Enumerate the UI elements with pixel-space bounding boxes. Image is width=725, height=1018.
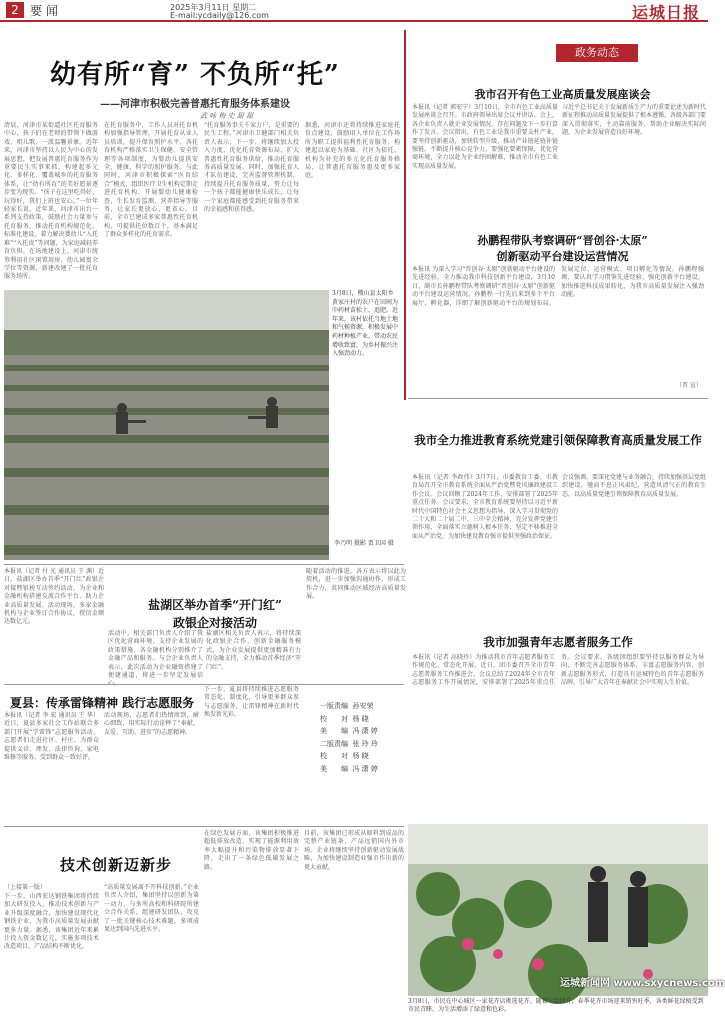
gov-news-tag: 政务动态 bbox=[556, 44, 638, 62]
main-article-title: 幼有所“育” 不负所“托” bbox=[50, 60, 340, 90]
tech-body2: “高质量发展离不开科技创新。”企业负责人介绍，集团坚持以创新为第一动力，与多所高校和科研院所建立合作关系，组建研发团队，攻克了一批关键核心技术难题，多项成果达到国内先进水平。 bbox=[104, 884, 199, 934]
page-header bbox=[0, 0, 708, 22]
kaimenhong-title2: 政银企对接活动 bbox=[172, 616, 257, 630]
xiaxian-body3: 下一步，夏县将持续推进志愿服务常态化、制度化，引导更多群众参与志愿服务，让雷锋精神在新时代焕发新光彩。 bbox=[204, 686, 299, 719]
sidebar-article2-subtitle: 创新驱动平台建设运营情况 bbox=[496, 250, 629, 263]
tech-body4: 目前，该集团已形成从原料到成品的完整产业链条，产品远销国内外市场。企业将继续坚持创新驱动发展战略，为加快建设制造业强市作出新的更大贡献。 bbox=[304, 830, 404, 871]
editor-row: 二版责编 张 玲 玲 bbox=[320, 739, 378, 748]
flower-shop-image bbox=[408, 824, 725, 996]
xiaxian-body2: 活动现场，志愿者们热情周到，耐心细致，用实际行动诠释了“奉献、友爱、互助、进步”的志愿精神。 bbox=[104, 712, 199, 736]
contact-email: E-mail:ycdaily@126.com bbox=[170, 11, 269, 20]
sidebar-article2-title: 孙鹏程带队考察调研“晋创谷·太原” bbox=[477, 234, 648, 247]
editor-row: 校 对 杨 晓 bbox=[320, 752, 369, 760]
main-article-subtitle: ——河津市积极完善普惠托育服务体系建设 bbox=[100, 99, 290, 110]
volunteer-article-title: 我市加强青年志愿者服务工作 bbox=[483, 635, 633, 649]
section-label: 要 闻 bbox=[30, 4, 58, 18]
editor-row: 美 编 冯 潇 婷 bbox=[320, 764, 378, 773]
main-article-byline: 武 咏 梅 史 甜 甜 bbox=[200, 112, 254, 120]
xiaxian-body1: 本报讯（记者 李 宏 通讯员 王 华）近日，夏县多家社会工作站联合多部门开展“学雷锋”志愿服务活动，志愿者们走进社区、村庄，为群众提供义诊、理发、法律咨询、家电维修等服务，受到群众一致好评。 bbox=[4, 712, 99, 762]
farm-field-image bbox=[4, 290, 329, 560]
farm-photo-caption: 3月8日，稷山县太阳乡黄家庄村的农户在田间为中药材苗松土、追肥。近年来，该村依托当地土地和气候资源，积极发展中药材种植产业，带动农民增收致富，为乡村振兴注入强劲动力。 bbox=[332, 290, 399, 358]
farm-photo bbox=[4, 290, 329, 560]
divider bbox=[4, 826, 404, 827]
sidebar-article2-body: 本报讯 为深入学习“晋创谷·太原”创新驱动平台建设的先进经验，全力推动我市科技创新平台建设，3月10日，副市长孙鹏程带队考察调研“晋创谷·太原”创新驱动平台建设运营情况。孙鹏程一行先后来到多个平台展厅、孵化器，详细了解创新驱动平台的规划布局、发展定位、运营模式、项目孵化等情况。孙鹏程强调，要认真学习借鉴先进经验，强化创新平台建设，加快推进科技成果转化，为我市高质量发展注入强劲动能。 bbox=[412, 266, 704, 307]
main-article-col1: 清晨，河津市某街道社区托育服务中心，孩子们在老师的带领下做游戏、唱儿歌，一派温馨景象。近年来，河津市坚持以人民为中心的发展思想，把发展普惠托育服务作为重要民生实事来抓，构建起多元化、多样化、覆盖城乡的托育服务体系，让“幼有所育”的美好愿景逐步变为现实。“孩子在这里吃得好、玩得好，我们上班也安心。”一位年轻家长说。近年来，河津市出台一系列支持政策，鼓励社会力量参与托育服务，推动托育机构规范化、标准化建设，着力解决婴幼儿“入托难”“入托贵”等问题，为家庭减轻养育负担。在场地建设上，河津市统筹利用社区闲置用房、幼儿园富余学位等资源，新建改建了一批托育服务场所。 bbox=[4, 122, 98, 281]
kaimenhong-body3: 盐湖区相关负责人表示，将持续深化政银企合作，创新金融服务模式，为企业发展提供更加精准有力的金融支持，全力推动首季经济“开门红”。 bbox=[206, 630, 301, 671]
farm-photo-credit: 李乃明 摄影 贾卫国 摄 bbox=[334, 540, 394, 547]
xiaxian-title: 夏县：传承雷锋精神 践行志愿服务 bbox=[10, 696, 195, 710]
sidebar-article1-body: 本报讯（记者 郭宏宁）3月10日，全市有色工业高质量发展座谈会召开。市政府领导出席会议并讲话。会上，各企业负责人就企业发展情况、存在问题及下一步打算作了发言。会议指出，有色工业是我市重要支柱产业，要坚持创新驱动，加快转型升级，推动产业链延链补链强链，不断提升核心竞争力。要强化要素保障，优化营商环境，全力以赴为企业纾困解难，推动全市有色工业实现高质量发展。 bbox=[412, 104, 558, 170]
kaimenhong-body1: 本报讯（记者 付 光 通讯员 王 渊）近日，盐湖区举办首季“开门红”政银企对接暨银税互动签约活动，为企业和金融机构搭建交流合作平台，助力企业高质量发展。活动现场，多家金融机构与企业签订合作协议，授信金额达数亿元。 bbox=[4, 568, 104, 626]
flower-shop-photo bbox=[408, 824, 725, 996]
education-article-body2: 会议强调，要深化党建与业务融合，持续加强基层党组织建设，驰而不息正风肃纪，营造风清气正的教育生态，以高质量党建引领保障教育高质量发展。 bbox=[562, 474, 707, 498]
editor-row: 一版责编 孙安荣 bbox=[320, 702, 374, 710]
sidebar-article1-body2: 习近平总书记关于发展新质生产力的重要论述为新时代新征程推动高质量发展提供了根本遵循。各级各部门要深入贯彻落实，主动靠前服务，帮助企业解决实际问题，为企业发展营造良好环境。 bbox=[562, 104, 707, 137]
education-article-body: 本报讯（记者 李政伟）3月7日，市委教育工委、市教育局召开全市教育系统全面从严治党暨党风廉政建设工作会议。会议回顾了2024年工作，安排部署了2025年重点任务。会议要求，全市教育系统要坚持以习近平新时代中国特色社会主义思想为指导，深入学习贯彻党的二十大和二十届二中、三中全会精神，充分发挥党建引领作用，全面落实立德树人根本任务，坚定不移推进全面从严治党，为加快建设教育强市提供坚强政治保证。 bbox=[412, 474, 558, 540]
tech-body1: 下一步，山西宏达钢铁集团将持续加大研发投入，推动技术创新与产业升级深度融合，加快建设现代化钢铁企业，为我市高质量发展贡献更多力量。据悉，该集团近年来累计投入资金数亿元，实施多项技术改造项目，产品结构不断优化。 bbox=[4, 893, 99, 951]
kaimenhong-title: 盐湖区举办首季“开门红” bbox=[148, 598, 282, 612]
editor-row: 美 编 冯 潇 婷 bbox=[320, 727, 378, 735]
flower-shop-caption: 3月8日，市民在中心城区一家花卉店挑选花卉。随着气温回升，春季花卉市场迎来销售旺季，各类鲜花绿植受到市民青睐，为生活增添了绿意和色彩。 bbox=[408, 998, 704, 1013]
main-article-col4: 据悉，河津市还将持续推进家庭托育点建设，鼓励用人单位在工作场所为职工提供福利性托育服务，构建起以家庭为基础、社区为依托、机构为补充的多元化托育服务格局，让普惠托育服务惠及更多家庭。 bbox=[305, 122, 400, 180]
issue-date: 2025年3月11日 星期二 bbox=[170, 3, 257, 12]
tech-lead: （上接第一版） bbox=[4, 884, 47, 891]
volunteer-article-body: 本报讯（记者 高晓玲）为推动我市青年志愿者服务工作规范化、常态化开展，近日，团市委召开全市青年志愿者服务工作推进会。会议总结了2024年全市青年志愿服务工作开展情况，安排部署了2025年重点任务。会议要求，各级团组织要坚持以服务群众为导向，不断完善志愿服务体系，丰富志愿服务内容，创新志愿服务形式，打造具有运城特色的青年志愿服务品牌，引导广大青年在奉献社会中实现人生价值。 bbox=[412, 654, 704, 687]
kaimenhong-body2: 活动中，相关部门负责人介绍了我区优化营商环境、支持企业发展的政策措施，各金融机构分别推介了金融产品和服务。与会企业负责人表示，此次活动为企业融资搭建了便捷通道，将进一步坚定发展信 bbox=[108, 630, 203, 680]
divider bbox=[4, 564, 404, 565]
divider bbox=[408, 398, 708, 399]
divider bbox=[4, 684, 404, 685]
editor-row: 校 对 杨 晓 bbox=[320, 714, 369, 723]
sidebar-article2-source: （晋 宣） bbox=[676, 382, 702, 389]
editor-table bbox=[320, 700, 405, 780]
main-article-col3: “托育服务事关千家万户，是重要的民生工程。”河津市卫健部门相关负责人表示，下一步，将继续加大投入力度，优化托育资源布局，扩大普惠性托育服务供给，推动托育服务高质量发展。同时，加强托育人才队伍建设，完善监督管理机制，持续提升托育服务质量，努力让每一个孩子都能健康快乐成长，让每一个家庭都能感受到托育服务带来的幸福感和获得感。 bbox=[204, 122, 299, 214]
tech-body3: 在绿色发展方面，该集团积极推进超低排放改造，实现了能源利用效率大幅提升和污染物排放显著下降，走出了一条绿色低碳发展之路。 bbox=[204, 830, 299, 871]
kaimenhong-body4: 随着活动的推进，各方表示将以此为契机，进一步加强沟通协作，形成工作合力，共同推动区域经济高质量发展。 bbox=[306, 568, 406, 601]
watermark: 运城新闻网 www.sxycnews.com bbox=[560, 978, 725, 989]
tech-article-title: 技术创新迈新步 bbox=[60, 856, 173, 874]
page-number: 2 bbox=[6, 2, 24, 18]
sidebar-article1-title: 我市召开有色工业高质量发展座谈会 bbox=[474, 88, 651, 101]
main-article-col2: 在托育服务中，工作人员对托育机构加强指导管理，开展托育从业人员培训，提升保育照护水平。各托育机构严格落实卫生保健、安全管理等各项制度，为婴幼儿提供安全、健康、科学的照护服务。与此同时，河津市积极探索“医育结合”模式，组织医疗卫生机构定期走进托育机构，开展婴幼儿健康检查、生长发育监测、营养指导等服务，让家长更放心、更省心。目前，全市已建成多家普惠性托育机构，可提供托位数百个，基本满足了群众多样化的托育需求。 bbox=[104, 122, 198, 239]
sidebar-rule bbox=[404, 30, 406, 400]
education-article-title: 我市全力推进教育系统党建引领保障教育高质量发展工作 bbox=[414, 433, 702, 447]
newspaper-masthead: 运城日报 bbox=[631, 3, 700, 22]
